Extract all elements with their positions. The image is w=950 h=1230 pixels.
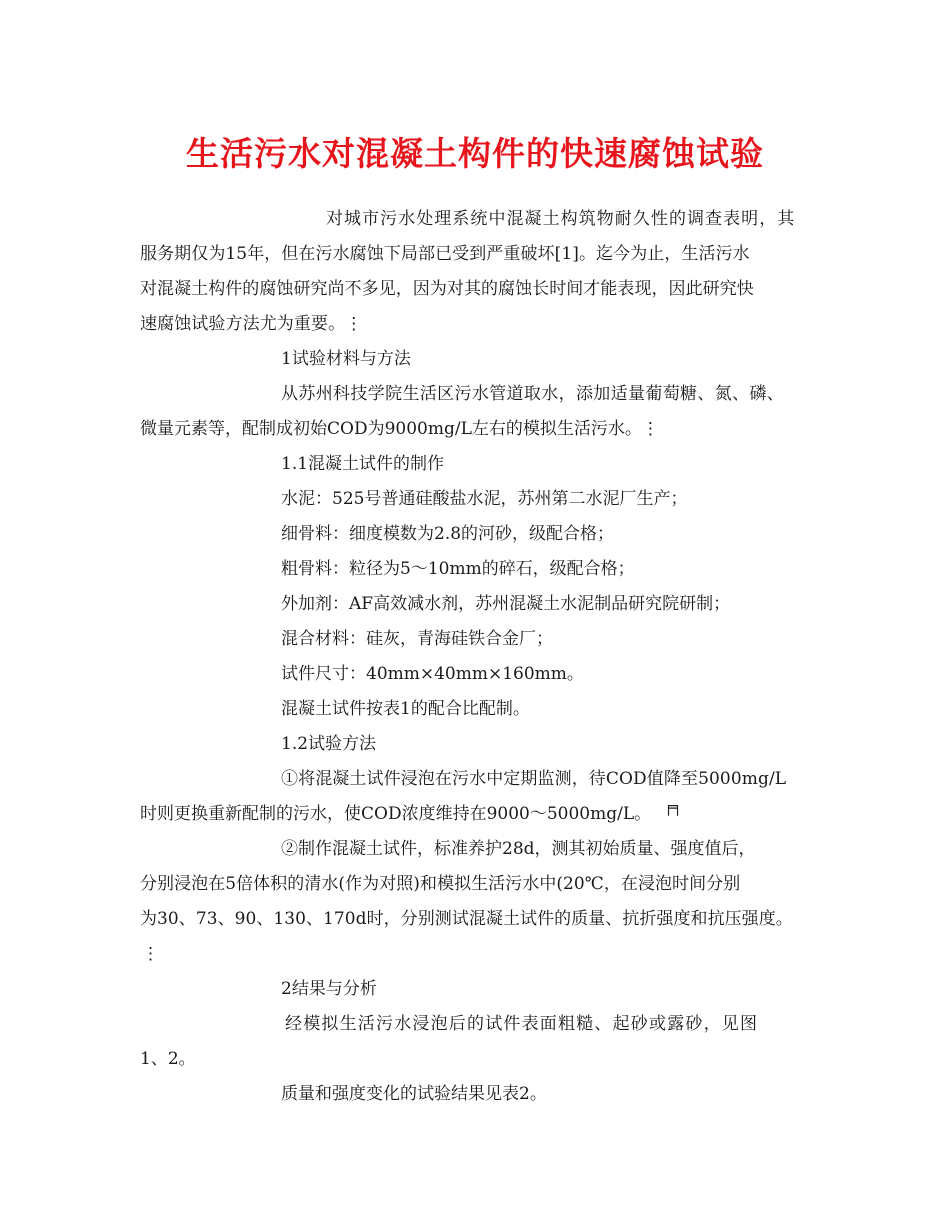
paragraph-line: 质量和强度变化的试验结果见表2。 bbox=[281, 1084, 547, 1104]
paragraph-line: ②制作混凝土试件，标准养护28d，测其初始质量、强度值后， bbox=[281, 839, 756, 859]
paragraph-line: ⋮ bbox=[142, 944, 159, 964]
paragraph-line: 水泥：525号普通硅酸盐水泥，苏州第二水泥厂生产； bbox=[281, 489, 688, 509]
layout-mark-icon: ╒╕ bbox=[664, 798, 683, 816]
paragraph-line: 服务期仅为15年，但在污水腐蚀下局部已受到严重破坏[1]。迄今为止，生活污水 bbox=[140, 244, 750, 264]
paragraph-line: 试件尺寸：40mm×40mm×160mm。 bbox=[281, 664, 584, 684]
paragraph-line: ①将混凝土试件浸泡在污水中定期监测，待COD值降至5000mg/L bbox=[281, 769, 787, 789]
paragraph-line: 分别浸泡在5倍体积的清水(作为对照)和模拟生活污水中(20℃，在浸泡时间分别 bbox=[140, 874, 741, 894]
paragraph-line: 为30、73、90、130、170d时，分别测试混凝土试件的质量、抗折强度和抗压强度。 bbox=[140, 909, 793, 929]
paragraph-line: 细骨料：细度模数为2.8的河砂，级配合格； bbox=[281, 524, 615, 544]
document-title: 生活污水对混凝土构件的快速腐蚀试验 bbox=[186, 134, 764, 173]
paragraph-line: 1、2。 bbox=[140, 1049, 196, 1069]
section-heading: 2结果与分析 bbox=[281, 979, 377, 999]
paragraph-line: 粗骨料：粒径为5～10mm的碎石，级配合格； bbox=[281, 559, 635, 579]
paragraph-line: 外加剂：AF高效减水剂，苏州混凝土水泥制品研究院研制； bbox=[281, 594, 731, 614]
paragraph-line: 时则更换重新配制的污水，使COD浓度维持在9000～5000mg/L。 bbox=[140, 804, 652, 824]
paragraph-line: 经模拟生活污水浸泡后的试件表面粗糙、起砂或露砂，见图 bbox=[285, 1014, 759, 1034]
section-heading: 1.2试验方法 bbox=[281, 734, 377, 754]
paragraph-line: 速腐蚀试验方法尤为重要。⋮ bbox=[140, 314, 363, 334]
paragraph-line: 从苏州科技学院生活区污水管道取水，添加适量葡萄糖、氮、磷、 bbox=[281, 384, 785, 404]
paragraph-line: 对城市污水处理系统中混凝土构筑物耐久性的调查表明，其 bbox=[326, 209, 796, 229]
section-heading: 1试验材料与方法 bbox=[281, 349, 411, 369]
paragraph-line: 混凝土试件按表1的配合比配制。 bbox=[281, 699, 530, 719]
paragraph-line: 微量元素等，配制成初始COD为9000mg/L左右的模拟生活污水。⋮ bbox=[140, 419, 659, 439]
paragraph-line: 对混凝土构件的腐蚀研究尚不多见，因为对其的腐蚀长时间才能表现，因此研究快 bbox=[140, 279, 754, 299]
paragraph-line: 混合材料：硅灰，青海硅铁合金厂； bbox=[281, 629, 553, 649]
section-heading: 1.1混凝土试件的制作 bbox=[281, 454, 445, 474]
